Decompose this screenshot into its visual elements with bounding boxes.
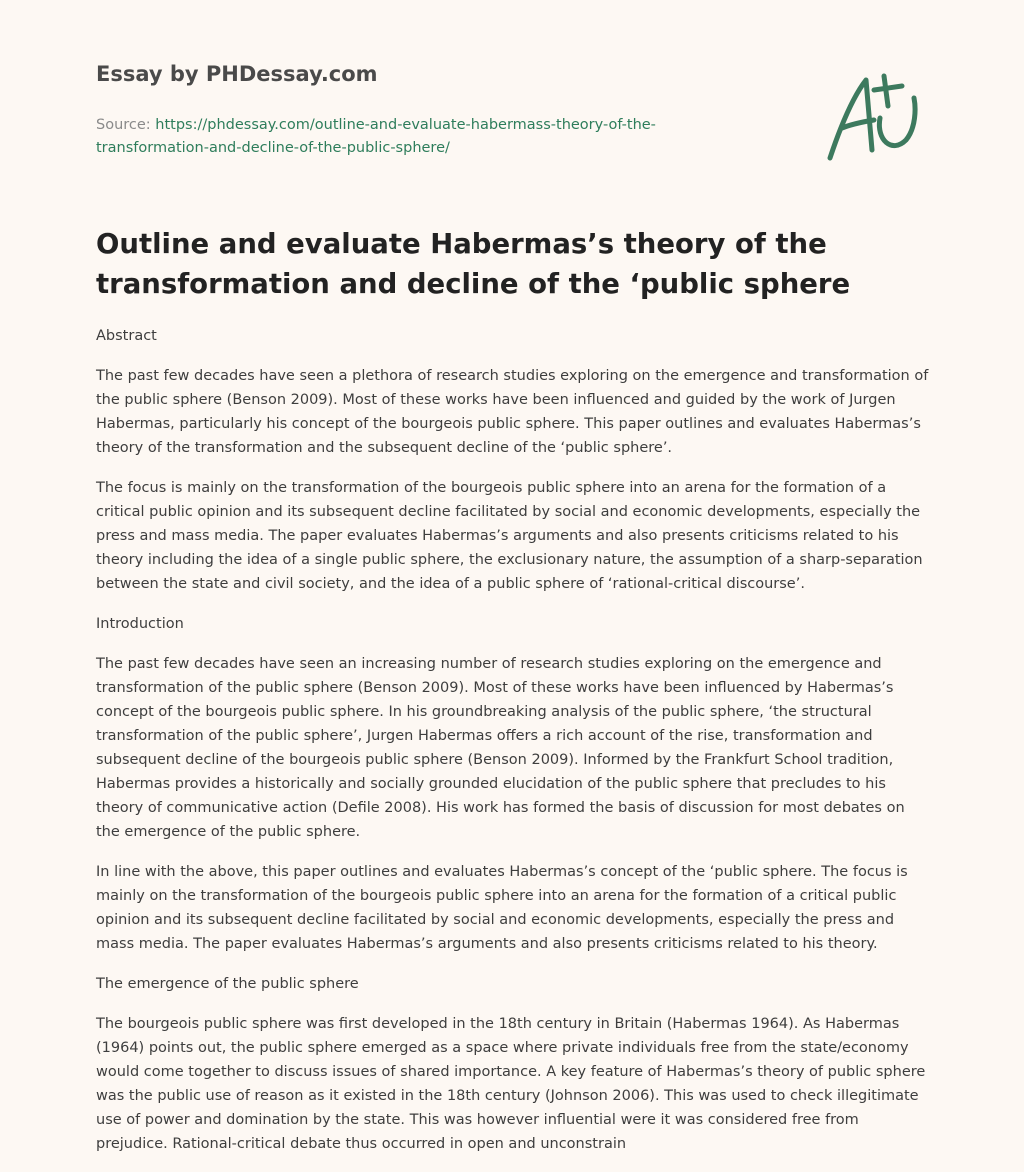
paragraph: The bourgeois public sphere was first developed in the 18th century in Britain (Habermas 1964). As Habermas (1964) points out, the public sphere emerged as a space where private individuals free from the state/economy would come together to discuss issues of shared importance. A key feature of Habermas’s theory of public sphere was the public use of reason as it existed in the 18th century (Johnson 2006). This was used to check illegitimate use of power and domination by the state. This was however influential were it was considered free from prejudice. Rational-critical debate thus occurred in open and unconstrain (96, 1016, 926, 1152)
a-plus-logo-icon (822, 68, 932, 168)
paragraph: The focus is mainly on the transformation of the bourgeois public sphere into an arena for the formation of a critical public opinion and its subsequent decline facilitated by social and economic developments, especially the press and mass media. The paper evaluates Habermas’s arguments and also presents criticisms related to his theory including the idea of a single public sphere, the exclusionary nature, the assumption of a sharp-separation between the state and civil society, and the idea of a public sphere of ‘rational-critical discourse’. (96, 480, 923, 592)
source-label: Source: (96, 117, 151, 133)
paragraph: The past few decades have seen an increasing number of research studies exploring on the emergence and transformation of the public sphere (Benson 2009). Most of these works have been influenced by Habermas’s concept of the bourgeois public sphere. In his groundbreaking analysis of the public sphere, ‘the structural transformation of the public sphere’, Jurgen Habermas offers a rich account of the rise, transformation and subsequent decline of the bourgeois public sphere (Benson 2009). Informed by the Frankfurt School tradition, Habermas provides a historically and socially grounded elucidation of the public sphere that precludes to his theory of communicative action (Defile 2008). His work has formed the basis of discussion for most debates on the emergence of the public sphere. (96, 656, 905, 840)
site-brand: Essay by PHDessay.com (96, 62, 378, 86)
paragraph: In line with the above, this paper outlines and evaluates Habermas’s concept of the ‘public sphere. The focus is mainly on the transformation of the bourgeois public sphere into an arena for the formation of a critical public opinion and its subsequent decline facilitated by social and economic developments, especially the press and mass media. The paper evaluates Habermas’s arguments and also presents criticisms related to his theory. (96, 864, 908, 952)
section-heading-emergence: The emergence of the public sphere (96, 976, 359, 992)
source-line (96, 114, 796, 160)
header (96, 62, 796, 160)
section-heading-introduction: Introduction (96, 616, 184, 632)
paragraph: The past few decades have seen a plethora of research studies exploring on the emergence and transformation of the public sphere (Benson 2009). Most of these works have been influenced and guided by the work of Jurgen Habermas, particularly his concept of the bourgeois public sphere. This paper outlines and evaluates Habermas’s theory of the transformation and the subsequent decline of the ‘public sphere’. (96, 368, 929, 456)
essay-title: Outline and evaluate Habermas’s theory of the transformation and decline of the ‘public sphere (96, 228, 851, 300)
essay-body (96, 324, 932, 1172)
section-heading-abstract: Abstract (96, 328, 157, 344)
source-link[interactable]: https://phdessay.com/outline-and-evaluate-habermass-theory-of-the- transformation-and-decline-of-the-public-sphere/ (96, 117, 656, 156)
